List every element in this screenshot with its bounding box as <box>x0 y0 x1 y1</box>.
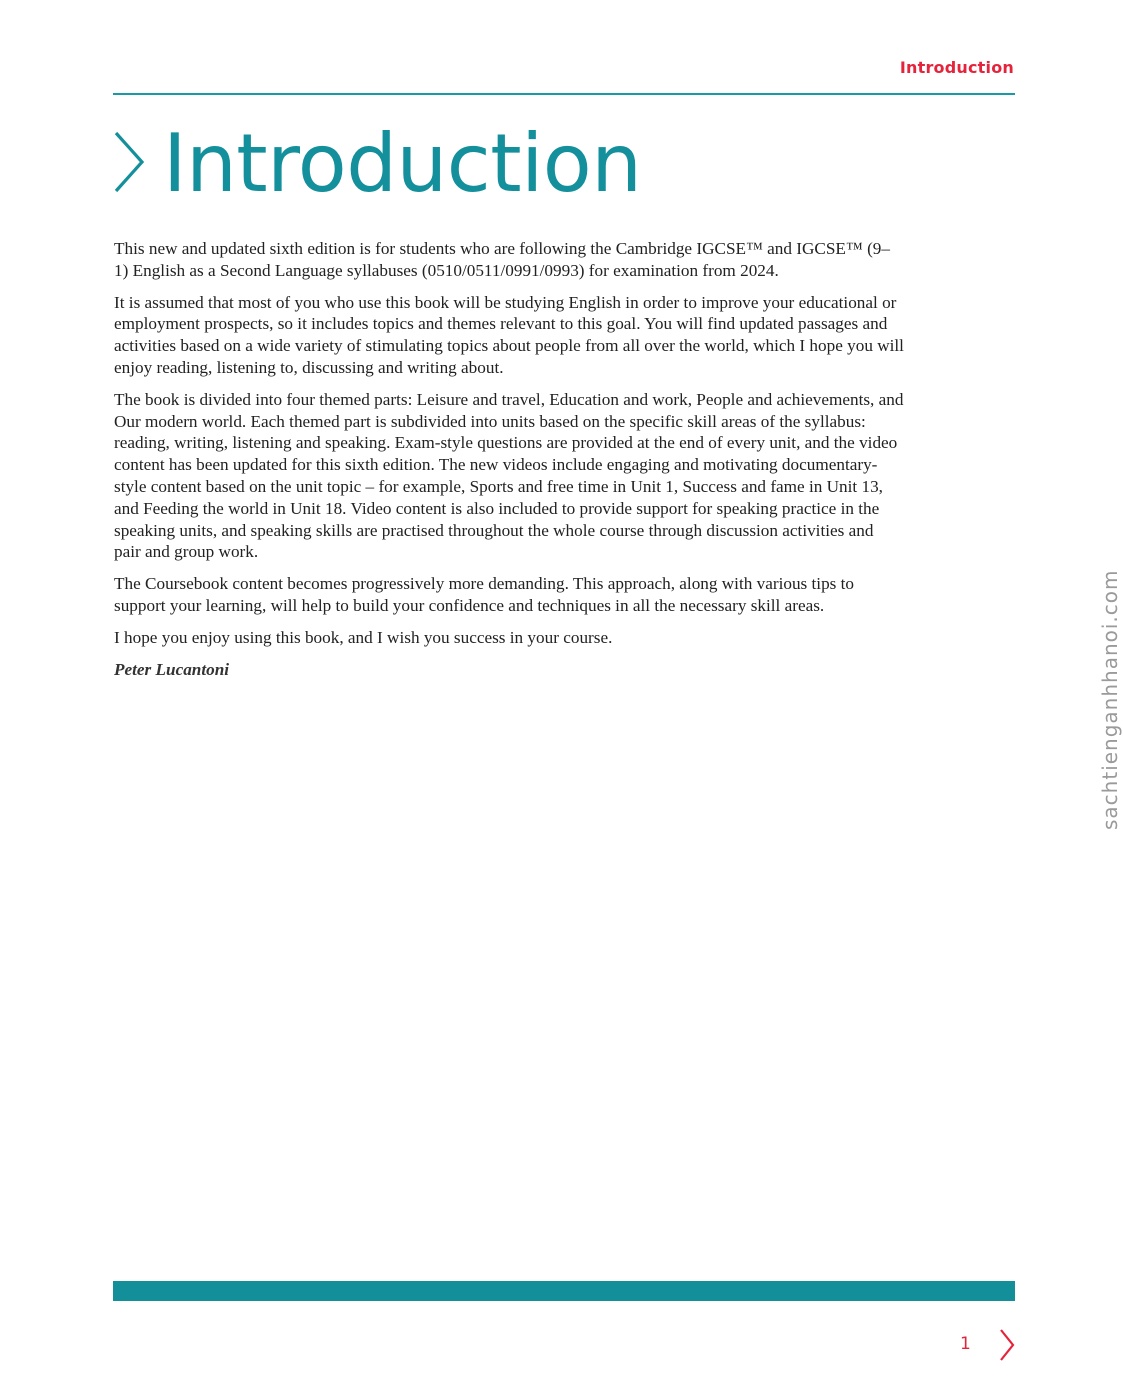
author-signature: Peter Lucantoni <box>114 659 230 679</box>
watermark: sachtienganhhanoi.com <box>1098 569 1122 830</box>
page-title: Introduction <box>163 117 642 210</box>
header-rule <box>113 93 1015 95</box>
paragraph: It is assumed that most of you who use this book will be studying English in order to improve your educational or employment prospects, so it includes topics and themes relevant to this goal. You will find updated passages and activities based on a wide variety of stimulating topics about people from all over the world, which I hope you will enjoy reading, listening to, discussing and writing about. <box>114 292 904 377</box>
paragraph: The book is divided into four themed parts: Leisure and travel, Education and work, People and achievements, and Our modern world. Each themed part is subdivided into units based on the specific skill areas of the syllabus: reading, writing, listening and speaking. Exam-style questions are provided at the end of every unit, and the video content has been updated for this sixth edition. The new videos include engaging and motivating documentary-style content based on the unit topic – for example, Sports and free time in Unit 1, Success and fame in Unit 13, and Feeding the world in Unit 18. Video content is also included to provide support for speaking practice in the speaking units, and speaking skills are practised throughout the whole course through discussion activities and pair and group work. <box>114 389 904 562</box>
paragraph: This new and updated sixth edition is for students who are following the Cambridge IGCSE™ and IGCSE™ (9–1) English as a Second Language syllabuses (0510/0511/0991/0993) for examination from 2024. <box>114 239 890 280</box>
chevron-right-icon <box>112 130 146 194</box>
paragraph: I hope you enjoy using this book, and I wish you success in your course. <box>114 627 613 647</box>
body-text <box>114 238 904 690</box>
paragraph: The Coursebook content becomes progressively more demanding. This approach, along with various tips to support your learning, will help to build your confidence and techniques in all the necessary skill areas. <box>114 574 855 615</box>
running-head: Introduction <box>899 58 1014 77</box>
next-page-chevron-icon[interactable] <box>998 1328 1016 1362</box>
footer-bar <box>113 1281 1015 1301</box>
page-number: 1 <box>960 1334 971 1354</box>
